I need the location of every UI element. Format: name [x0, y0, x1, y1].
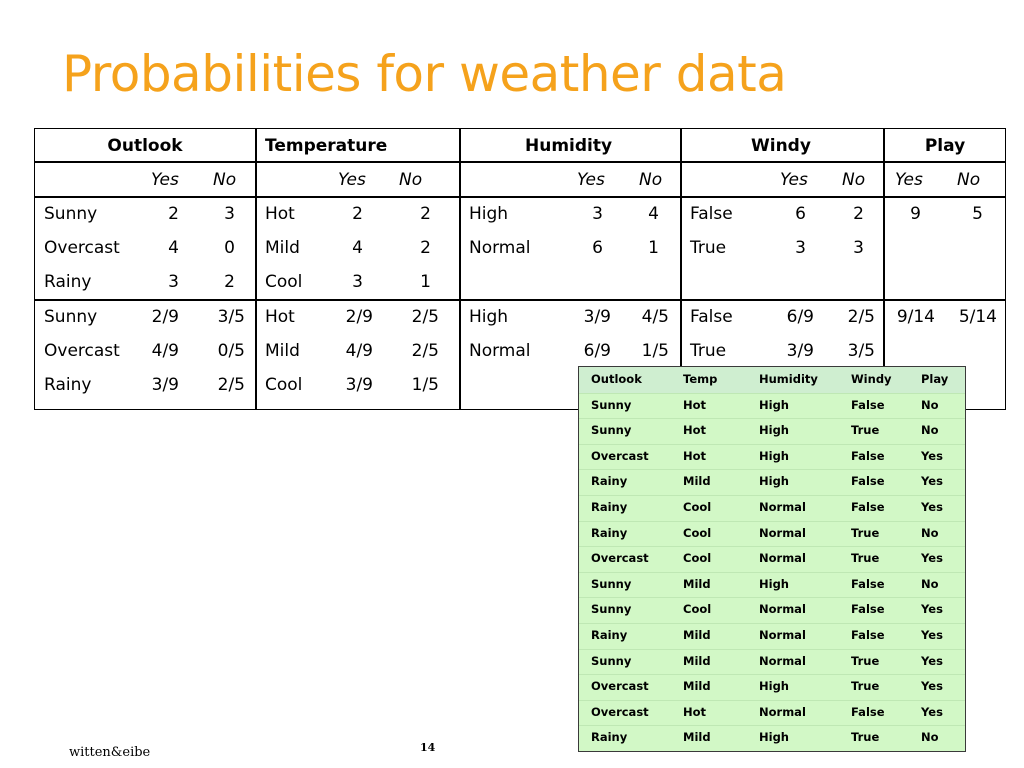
outlook-value: Rainy: [44, 272, 92, 292]
temperature-no-count: 1: [420, 272, 431, 292]
table-cell: False: [851, 448, 885, 463]
column-divider: [459, 129, 461, 409]
table-cell: No: [921, 576, 939, 591]
windy-value: False: [690, 307, 733, 327]
humidity-value: High: [469, 307, 509, 327]
table-cell: Normal: [759, 628, 806, 642]
windy-value: True: [690, 341, 727, 361]
temperature-value: Hot: [265, 307, 295, 327]
table-cell: Yes: [921, 704, 943, 719]
table-row: [579, 674, 965, 700]
table-cell: High: [759, 397, 789, 412]
humidity-no-count: 1: [648, 238, 659, 258]
temperature-value: Hot: [265, 204, 295, 224]
table-cell: Rainy: [591, 628, 628, 642]
humidity-yes-label: Yes: [577, 170, 605, 190]
outlook-no-count: 3: [224, 204, 235, 224]
table-cell: Mild: [683, 679, 711, 694]
table-cell: No: [921, 397, 939, 412]
column-header: Temp: [683, 372, 718, 386]
temperature-yes-count: 4: [352, 238, 363, 258]
table-cell: Mild: [683, 474, 711, 489]
row-separator: [579, 469, 965, 470]
table-cell: High: [759, 423, 789, 438]
table-cell: Rainy: [591, 730, 628, 745]
table-cell: Yes: [921, 602, 943, 617]
outlook-no-count: 0: [224, 238, 235, 258]
table-cell: Rainy: [591, 525, 628, 540]
header-play: Play: [924, 136, 966, 156]
temperature-no-prob: 2/5: [411, 307, 439, 327]
table-cell: Normal: [759, 525, 806, 540]
outlook-value: Rainy: [44, 375, 92, 395]
table-cell: High: [759, 730, 789, 745]
temperature-no-label: No: [399, 170, 423, 190]
play-no-prob: 5/14: [958, 307, 997, 327]
row-separator: [579, 393, 965, 394]
table-cell: True: [851, 679, 880, 694]
outlook-no-count: 2: [224, 272, 235, 292]
play-no-label: No: [957, 170, 981, 190]
table-cell: False: [851, 474, 885, 489]
temperature-no-count: 2: [420, 238, 431, 258]
humidity-value: High: [469, 204, 509, 224]
table-cell: Overcast: [591, 679, 649, 694]
table-cell: False: [851, 628, 885, 642]
row-separator: [579, 597, 965, 598]
table-cell: Rainy: [591, 474, 628, 489]
outlook-yes-prob: 4/9: [151, 341, 179, 361]
table-cell: Normal: [759, 602, 806, 617]
table-row: [579, 700, 965, 726]
table-cell: True: [851, 423, 880, 438]
outlook-value: Overcast: [44, 238, 120, 258]
header-humidity: Humidity: [525, 136, 613, 156]
table-cell: False: [851, 500, 885, 514]
windy-yes-prob: 3/9: [786, 341, 814, 361]
table-cell: Hot: [683, 448, 707, 463]
table-cell: High: [759, 576, 789, 591]
column-divider: [255, 129, 257, 409]
table-cell: True: [851, 551, 880, 566]
row-separator: [579, 495, 965, 496]
row-separator: [579, 674, 965, 675]
temperature-yes-label: Yes: [338, 170, 366, 190]
row-separator: [579, 418, 965, 419]
windy-no-count: 3: [853, 238, 864, 258]
table-cell: False: [851, 704, 885, 719]
windy-no-prob: 3/5: [847, 341, 875, 361]
table-row: [579, 469, 965, 495]
table-cell: Yes: [921, 474, 943, 489]
outlook-yes-prob: 3/9: [151, 375, 179, 395]
table-cell: False: [851, 602, 885, 617]
outlook-yes-count: 2: [168, 204, 179, 224]
table-cell: Sunny: [591, 576, 632, 591]
windy-yes-count: 6: [795, 204, 806, 224]
temperature-yes-prob: 2/9: [345, 307, 373, 327]
row-separator: [579, 623, 965, 624]
outlook-yes-count: 4: [168, 238, 179, 258]
table-cell: Yes: [921, 679, 943, 694]
slide-title: Probabilities for weather data: [62, 45, 787, 103]
table-cell: Cool: [683, 602, 712, 617]
outlook-yes-prob: 2/9: [151, 307, 179, 327]
table-cell: Hot: [683, 704, 707, 719]
table-row: [579, 521, 965, 547]
temperature-no-prob: 1/5: [411, 375, 439, 395]
outlook-no-prob: 0/5: [217, 341, 245, 361]
table-cell: True: [851, 653, 880, 668]
table-cell: Overcast: [591, 448, 649, 463]
table-cell: No: [921, 423, 939, 438]
table-cell: Yes: [921, 551, 943, 566]
table-cell: Normal: [759, 551, 806, 566]
temperature-yes-prob: 4/9: [345, 341, 373, 361]
outlook-no-prob: 3/5: [217, 307, 245, 327]
temperature-yes-prob: 3/9: [345, 375, 373, 395]
table-cell: Mild: [683, 730, 711, 745]
row-separator: [579, 521, 965, 522]
table-cell: No: [921, 525, 939, 540]
table-cell: Normal: [759, 653, 806, 668]
humidity-yes-prob: 6/9: [583, 341, 611, 361]
outlook-value: Sunny: [44, 307, 98, 327]
weather-data-table: [578, 366, 966, 752]
table-cell: Sunny: [591, 423, 632, 438]
table-cell: Rainy: [591, 500, 628, 514]
table-cell: No: [921, 730, 939, 745]
header-windy: Windy: [751, 136, 811, 156]
temperature-yes-count: 3: [352, 272, 363, 292]
column-header: Humidity: [759, 372, 818, 386]
outlook-no-label: No: [213, 170, 237, 190]
column-header: Windy: [851, 372, 892, 386]
table-cell: Yes: [921, 500, 943, 514]
page-number: 14: [420, 741, 436, 754]
table-cell: Cool: [683, 551, 712, 566]
temperature-no-prob: 2/5: [411, 341, 439, 361]
table-row: [579, 623, 965, 649]
table-cell: Overcast: [591, 551, 649, 566]
temperature-value: Mild: [265, 238, 300, 258]
play-yes-prob: 9/14: [896, 307, 935, 327]
table-cell: Mild: [683, 576, 711, 591]
table-cell: Normal: [759, 500, 806, 514]
humidity-value: Normal: [469, 341, 531, 361]
windy-no-count: 2: [853, 204, 864, 224]
humidity-yes-prob: 3/9: [583, 307, 611, 327]
humidity-yes-count: 3: [592, 204, 603, 224]
table-cell: High: [759, 679, 789, 694]
humidity-no-prob: 4/5: [641, 307, 669, 327]
table-cell: Sunny: [591, 653, 632, 668]
table-cell: False: [851, 576, 885, 591]
row-separator: [579, 700, 965, 701]
table-cell: Hot: [683, 397, 707, 412]
temperature-yes-count: 2: [352, 204, 363, 224]
windy-yes-label: Yes: [780, 170, 808, 190]
humidity-no-count: 4: [648, 204, 659, 224]
table-row: [579, 649, 965, 675]
windy-no-prob: 2/5: [847, 307, 875, 327]
table-cell: Mild: [683, 628, 711, 642]
play-no-count: 5: [972, 204, 983, 224]
table-row: [579, 393, 965, 419]
table-cell: True: [851, 730, 880, 745]
humidity-yes-count: 6: [592, 238, 603, 258]
humidity-no-prob: 1/5: [641, 341, 669, 361]
row-separator: [579, 572, 965, 573]
outlook-yes-count: 3: [168, 272, 179, 292]
table-row: [579, 546, 965, 572]
table-cell: Overcast: [591, 704, 649, 719]
table-cell: Cool: [683, 525, 712, 540]
table-row: [579, 444, 965, 470]
table-cell: False: [851, 397, 885, 412]
table-cell: Yes: [921, 653, 943, 668]
humidity-no-label: No: [639, 170, 663, 190]
outlook-no-prob: 2/5: [217, 375, 245, 395]
table-cell: Normal: [759, 704, 806, 719]
header-outlook: Outlook: [107, 136, 183, 156]
table-row: [579, 725, 965, 751]
temperature-value: Cool: [265, 375, 303, 395]
play-yes-label: Yes: [895, 170, 923, 190]
column-header: Outlook: [591, 372, 642, 386]
table-row: [579, 418, 965, 444]
table-row: [579, 572, 965, 598]
table-cell: Cool: [683, 500, 712, 514]
table-cell: Sunny: [591, 397, 632, 412]
table-row: [579, 597, 965, 623]
temperature-value: Mild: [265, 341, 300, 361]
table-cell: Mild: [683, 653, 711, 668]
outlook-yes-label: Yes: [151, 170, 179, 190]
windy-value: False: [690, 204, 733, 224]
data-table-header-row: [579, 367, 965, 393]
header-temperature: Temperature: [265, 136, 388, 156]
outlook-value: Overcast: [44, 341, 120, 361]
column-header: Play: [921, 372, 949, 386]
windy-value: True: [690, 238, 727, 258]
table-cell: High: [759, 474, 789, 489]
windy-no-label: No: [842, 170, 866, 190]
table-cell: True: [851, 525, 880, 540]
table-cell: Sunny: [591, 602, 632, 617]
table-cell: Hot: [683, 423, 707, 438]
play-yes-count: 9: [910, 204, 921, 224]
table-row: [579, 495, 965, 521]
row-separator: [579, 649, 965, 650]
outlook-value: Sunny: [44, 204, 98, 224]
temperature-value: Cool: [265, 272, 303, 292]
row-separator: [579, 725, 965, 726]
windy-yes-prob: 6/9: [786, 307, 814, 327]
windy-yes-count: 3: [795, 238, 806, 258]
row-separator: [579, 444, 965, 445]
humidity-value: Normal: [469, 238, 531, 258]
table-cell: High: [759, 448, 789, 463]
temperature-no-count: 2: [420, 204, 431, 224]
footer-credit: witten&eibe: [69, 745, 151, 760]
table-cell: Yes: [921, 448, 943, 463]
table-cell: Yes: [921, 628, 943, 642]
row-separator: [579, 546, 965, 547]
